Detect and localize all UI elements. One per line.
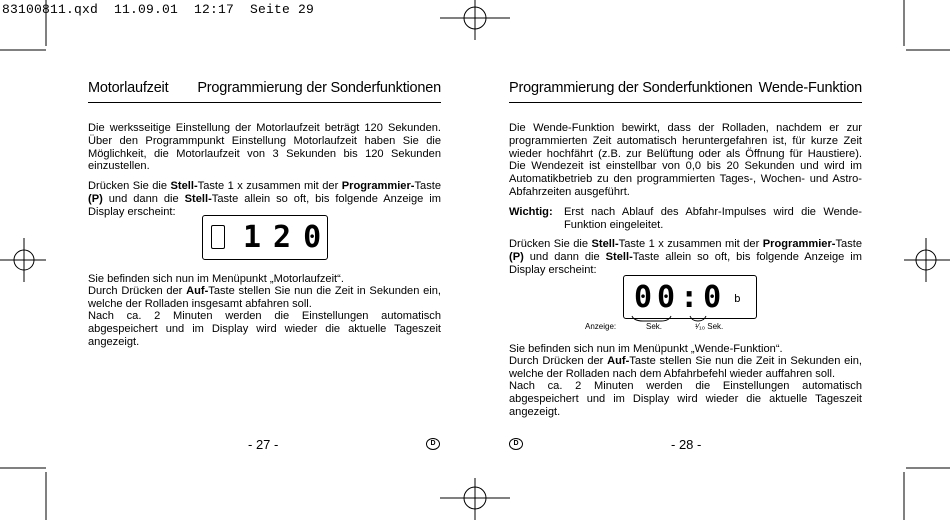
left-page-number: - 27 - (248, 437, 279, 452)
left-menu-paragraph-3: Nach ca. 2 Minuten werden die Einstellungen automatisch abgespeichert und im Display wird wieder die aktuelle Tageszeit angezeigt. (88, 310, 441, 348)
right-menu-paragraph-3: Nach ca. 2 Minuten werden die Einstellungen automatisch abgespeichert und im Display wird wieder die aktuelle Tageszeit angezeigt. (509, 380, 862, 418)
right-instruction-paragraph: Drücken Sie die Stell-Taste 1 x zusammen mit der Programmier-Taste (P) und dann die Stell-Taste allein so oft, bis folgende Anzeige im Display erscheint: (509, 238, 863, 276)
motor-runtime-display (202, 215, 334, 260)
right-menu-paragraph-1: Sie befinden sich nun im Menüpunkt „Wende-Funktion“. (509, 343, 783, 355)
right-page-number: - 28 - (671, 437, 702, 452)
left-header-rule (88, 102, 441, 103)
right-header-rule (509, 102, 862, 103)
print-slug: 83100811.qxd 11.09.01 12:17 Seite 29 (2, 2, 315, 17)
important-label: Wichtig: (509, 206, 553, 218)
language-badge-left: D (426, 438, 440, 450)
right-header-section: Wende-Funktion (758, 80, 862, 96)
left-intro-paragraph: Die werksseitige Einstellung der Motorlaufzeit beträgt 120 Sekunden. Über den Programmpunkt Einstellung Motorlaufzeit haben Sie die Möglichkeit, die Motorlaufzeit von 3 Sekunden bis 120 Sekunden einzustellen. (88, 122, 441, 173)
display-brackets (509, 310, 862, 326)
right-menu-paragraph-2: Durch Drücken der Auf-Taste stellen Sie nun die Zeit in Sekunden ein, welche der Rolladen nach dem Abfahrbefehl wieder auffahren soll. (509, 355, 862, 380)
right-page-header (509, 80, 862, 96)
right-page (509, 0, 862, 520)
lcd-mode-symbol: b (734, 292, 741, 305)
right-header-chapter: Programmierung der Sonderfunktionen (509, 80, 753, 96)
display-label-tenths: ¹⁄₁₀ Sek. (695, 322, 724, 331)
left-instruction-paragraph: Drücken Sie die Stell-Taste 1 x zusammen mit der Programmier-Taste (P) und dann die Stell-Taste allein so oft, bis folgende Anzeige im Display erscheint: (88, 180, 442, 218)
display-label-seconds: Sek. (646, 322, 663, 331)
left-header-chapter: Programmierung der Sonderfunktionen (197, 80, 441, 96)
important-note: Erst nach Ablauf des Abfahr-Impulses wird die Wende-Funktion eingeleitet. (564, 206, 862, 231)
left-header-section: Motorlaufzeit (88, 80, 169, 96)
display-label-anzeige: Anzeige: (585, 322, 617, 331)
lcd-value: 120 (243, 220, 334, 255)
left-menu-paragraph-1: Sie befinden sich nun im Menüpunkt „Motorlaufzeit“. (88, 273, 344, 285)
left-page-header (88, 80, 441, 96)
lcd-digit-outline-zero (211, 225, 225, 249)
language-badge-right: D (509, 438, 523, 450)
left-menu-paragraph-2: Durch Drücken der Auf-Taste stellen Sie nun die Zeit in Sekunden ein, welche der Rolladen insgesamt abfahren soll. (88, 285, 441, 310)
left-page (88, 0, 441, 520)
lcd-value: 00:0 (634, 280, 727, 315)
right-intro-paragraph: Die Wende-Funktion bewirkt, dass der Rolladen, nachdem er zur programmierten Zeit automatisch heruntergefahren ist, für kurze Zeit wieder hochfährt (z.B. zur Belüftung oder als Öffnung für Haustiere). Die Wendezeit ist einstellbar von 0,0 bis 20 Sekunden und wird im Automatikbetrieb zu den programmierten Tages-, Wochen- und Astro-Abfahrzeiten ausgeführt. (509, 122, 862, 198)
